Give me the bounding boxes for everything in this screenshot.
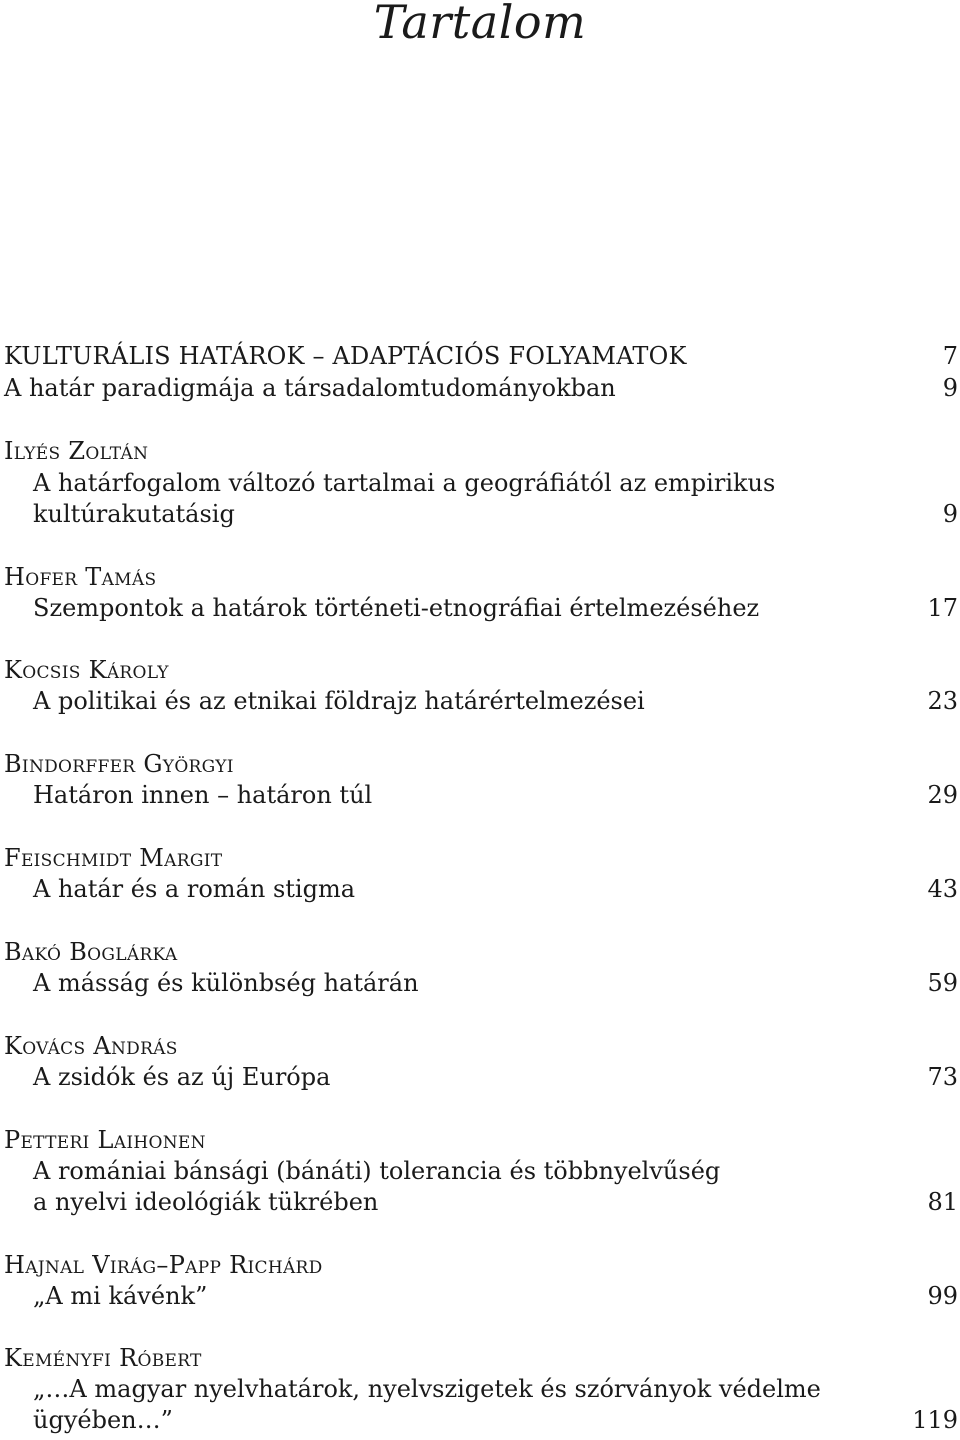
- entry-author: Kovács András: [4, 1032, 178, 1060]
- entry-page: 23: [927, 687, 958, 715]
- entry-page: 59: [927, 969, 958, 997]
- entry-author: Ilyés Zoltán: [4, 437, 149, 465]
- entry-title-line: „…A magyar nyelvhatárok, nyelvszigetek és szórványok védelme: [33, 1375, 821, 1403]
- entry-page: 17: [927, 594, 958, 622]
- entry-page: 73: [927, 1063, 958, 1091]
- entry-page: 43: [927, 875, 958, 903]
- entry-page: 99: [927, 1282, 958, 1310]
- entry-page: 81: [927, 1188, 958, 1216]
- entry-title-line: A határ és a román stigma: [33, 875, 356, 903]
- entry-title-line: A romániai bánsági (bánáti) tolerancia és többnyelvűség: [33, 1157, 721, 1185]
- section-heading: KULTURÁLIS HATÁROK – ADAPTÁCIÓS FOLYAMATOK: [4, 342, 687, 370]
- entry-page: 29: [927, 781, 958, 809]
- entry-author: Bakó Boglárka: [4, 938, 178, 966]
- entry-author: Bindorffer Györgyi: [4, 750, 234, 778]
- entry-page: 9: [942, 500, 958, 528]
- entry-title-line: a nyelvi ideológiák tükrében: [33, 1188, 379, 1216]
- entry-title-line: A politikai és az etnikai földrajz határértelmezései: [33, 687, 645, 715]
- entry-page: 119: [912, 1406, 958, 1434]
- entry-title-line: „A mi kávénk”: [33, 1282, 208, 1310]
- entry-title-line: Szempontok a határok történeti-etnográfiai értelmezéséhez: [33, 594, 760, 622]
- entry-title-line: A zsidók és az új Európa: [33, 1063, 331, 1091]
- entry-author: Petteri Laihonen: [4, 1126, 206, 1154]
- entry-title-line: A határfogalom változó tartalmai a geográfiától az empirikus: [33, 469, 776, 497]
- section-subheading: A határ paradigmája a társadalomtudományokban: [4, 374, 616, 402]
- section-heading-page: 7: [942, 342, 958, 370]
- entry-title-line: Határon innen – határon túl: [33, 781, 373, 809]
- entry-author: Feischmidt Margit: [4, 844, 223, 872]
- entry-title-line: A másság és különbség határán: [33, 969, 419, 997]
- entry-title-line: ügyében…”: [33, 1406, 173, 1434]
- section-subheading-page: 9: [942, 374, 958, 402]
- entry-author: Keményfi Róbert: [4, 1344, 202, 1372]
- entry-author: Kocsis Károly: [4, 656, 169, 684]
- entry-title-line: kultúrakutatásig: [33, 500, 235, 528]
- page-title: Tartalom: [373, 0, 587, 49]
- entry-author: Hofer Tamás: [4, 563, 157, 591]
- entry-author: Hajnal Virág–Papp Richárd: [4, 1251, 323, 1279]
